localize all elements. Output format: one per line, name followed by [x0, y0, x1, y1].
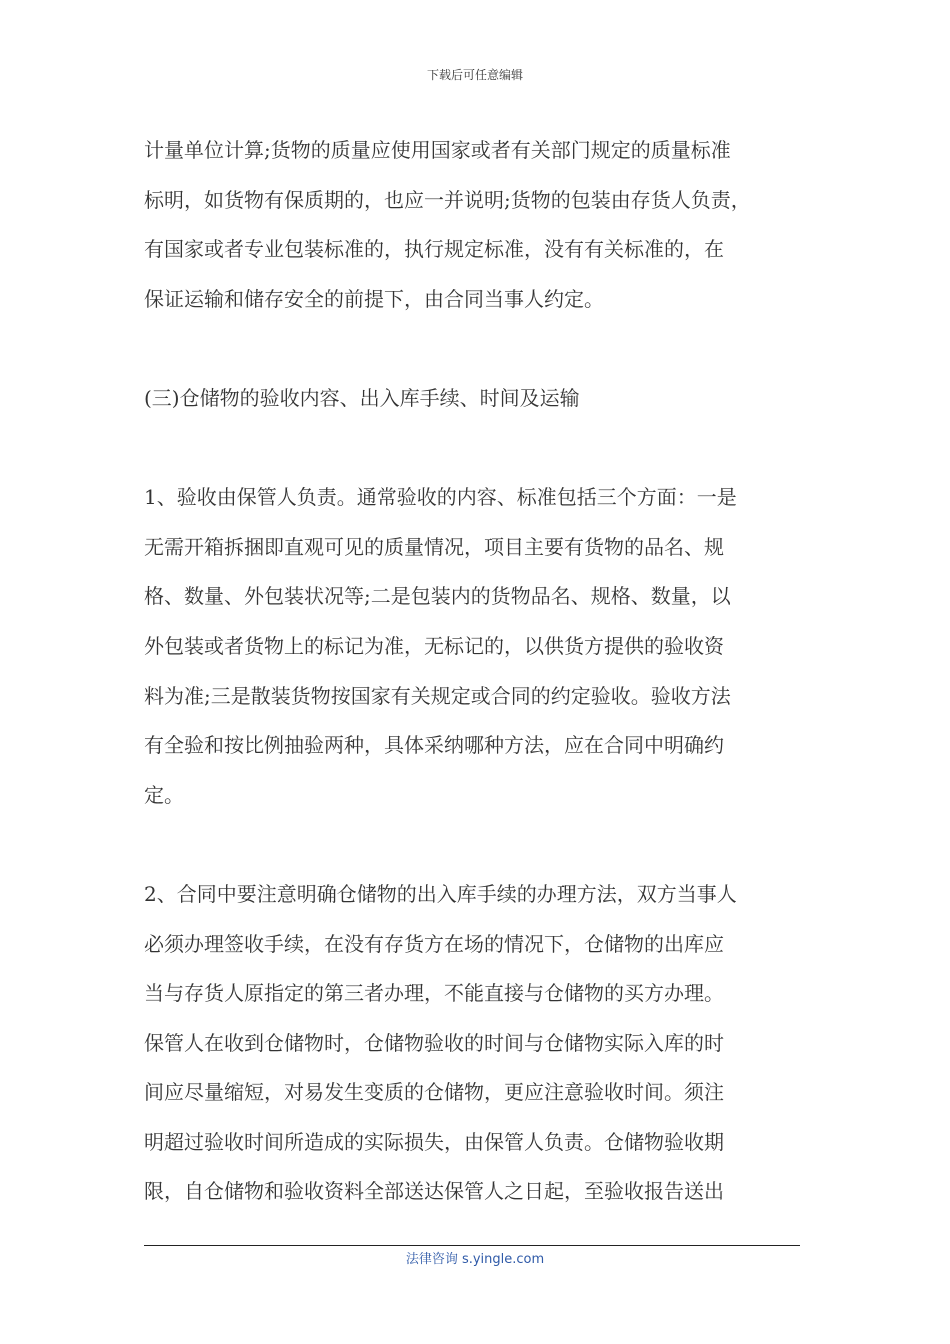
text-line: 限，自仓储物和验收资料全部送达保管人之日起，至验收报告送出: [144, 1179, 724, 1204]
text-line: 1、验收由保管人负责。通常验收的内容、标准包括三个方面：一是: [144, 485, 737, 510]
page-header: 下载后可任意编辑: [426, 68, 523, 82]
paragraph: [144, 473, 812, 820]
text-line: 有国家或者专业包装标准的，执行规定标准，没有有关标准的，在: [144, 237, 724, 262]
text-line: 无需开箱拆捆即直观可见的质量情况，项目主要有货物的品名、规: [144, 534, 724, 559]
paragraph: [144, 870, 812, 1217]
text-line: 定。: [144, 782, 184, 807]
text-line: 外包装或者货物上的标记为准，无标记的，以供货方提供的验收资: [144, 633, 724, 658]
text-line: (三)仓储物的验收内容、出入库手续、时间及运输: [144, 385, 580, 410]
text-line: 必须办理签收手续，在没有存货方在场的情况下，仓储物的出库应: [144, 931, 724, 956]
text-line: 2、合同中要注意明确仓储物的出入库手续的办理方法，双方当事人: [144, 881, 737, 906]
footer-link[interactable]: 法律咨询 s.yingle.com: [405, 1252, 545, 1267]
paragraph-gap: [144, 424, 812, 474]
text-line: 明超过验收时间所造成的实际损失，由保管人负责。仓储物验收期: [144, 1129, 724, 1154]
paragraph: [144, 126, 812, 324]
text-line: 格、数量、外包装状况等;二是包装内的货物品名、规格、数量，以: [144, 584, 731, 609]
text-line: 保管人在收到仓储物时，仓储物验收的时间与仓储物实际入库的时: [144, 1030, 724, 1055]
text-line: 当与存货人原指定的第三者办理，不能直接与仓储物的买方办理。: [144, 981, 724, 1006]
text-line: 保证运输和储存安全的前提下，由合同当事人约定。: [144, 286, 604, 311]
text-line: 计量单位计算;货物的质量应使用国家或者有关部门规定的质量标准: [144, 138, 731, 162]
paragraph-gap: [144, 324, 812, 374]
document-body: [144, 126, 812, 1217]
footer-divider: [144, 1245, 800, 1246]
text-line: 间应尽量缩短，对易发生变质的仓储物，更应注意验收时间。须注: [144, 1080, 724, 1105]
text-line: 有全验和按比例抽验两种，具体采纳哪种方法，应在合同中明确约: [144, 733, 724, 758]
text-line: 标明，如货物有保质期的，也应一并说明;货物的包装由存货人负责，: [144, 187, 751, 212]
paragraph-gap: [144, 820, 812, 870]
section-heading: [144, 374, 812, 424]
text-line: 料为准;三是散装货物按国家有关规定或合同的约定验收。验收方法: [144, 683, 731, 708]
